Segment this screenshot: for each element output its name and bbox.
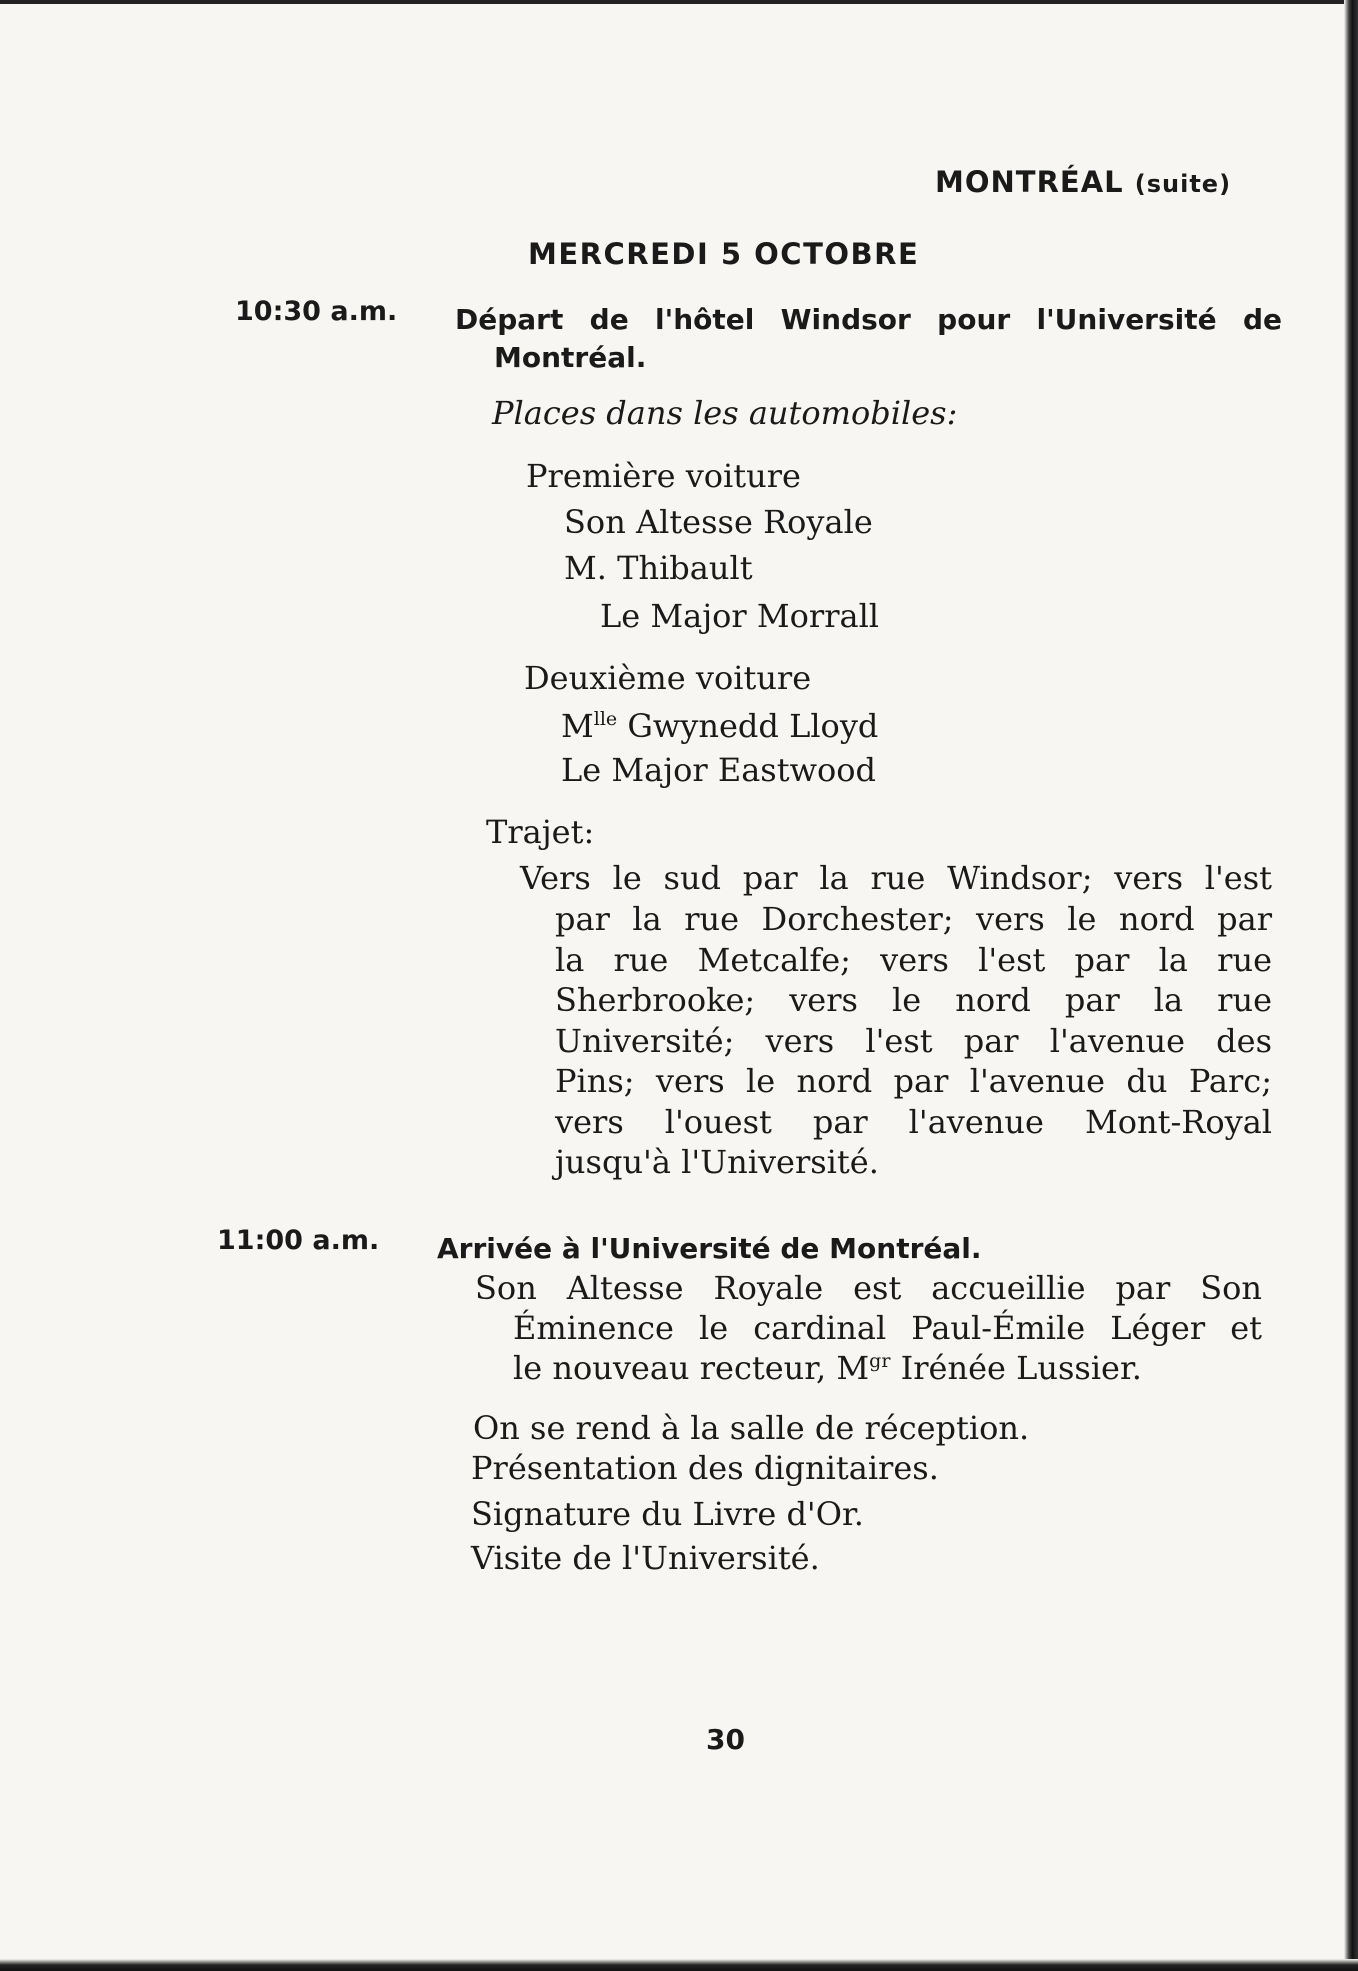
entry-title: Départ de l'hôtel Windsor pour l'Université de xyxy=(455,303,1282,336)
entry-title-continued: Montréal. xyxy=(494,341,647,374)
page-edge-bottom xyxy=(0,1959,1358,1971)
passenger: $M^{lle}$ Gwynedd Lloyd xyxy=(561,707,879,745)
route-line: vers l'ouest par l'avenue Mont-Royal xyxy=(555,1102,1272,1141)
route-paragraph-rest xyxy=(555,899,1272,1183)
entry-title: Arrivée à l'Université de Montréal. xyxy=(437,1232,982,1265)
route-line: Université; vers l'est par l'avenue des xyxy=(555,1021,1272,1060)
running-title: MONTRÉAL (suite) xyxy=(935,165,1232,199)
passenger: M. Thibault xyxy=(564,549,753,587)
car-label: Deuxième voiture xyxy=(524,659,812,697)
passenger: Le Major Eastwood xyxy=(561,751,876,789)
route-line: la rue Metcalfe; vers l'est par la rue xyxy=(555,940,1272,979)
passenger: Son Altesse Royale xyxy=(564,503,873,541)
page-number: 30 xyxy=(706,1723,745,1756)
route-line: par la rue Dorchester; vers le nord par xyxy=(555,900,1272,938)
welcome-continued: Éminence le cardinal Paul-Émile Léger et xyxy=(513,1309,1262,1347)
entry-time: 10:30 a.m. xyxy=(235,296,398,327)
route-paragraph xyxy=(520,858,1272,899)
agenda-step: Signature du Livre d'Or. xyxy=(471,1495,864,1533)
date-heading: MERCREDI 5 OCTOBRE xyxy=(528,237,920,271)
places-label: Places dans les automobiles: xyxy=(492,394,958,432)
route-line: jusqu'à l'Université. xyxy=(555,1143,879,1181)
route-line: Sherbrooke; vers le nord par la rue xyxy=(555,981,1272,1019)
agenda-step: Présentation des dignitaires. xyxy=(471,1449,939,1487)
agenda-step: Visite de l'Université. xyxy=(471,1539,820,1577)
entry-time: 11:00 a.m. xyxy=(217,1225,380,1256)
page-edge-binding xyxy=(1344,0,1358,1971)
agenda-step: On se rend à la salle de réception. xyxy=(473,1409,1030,1447)
route-line: Pins; vers le nord par l'avenue du Parc; xyxy=(555,1062,1272,1100)
welcome-line: Son Altesse Royale est accueillie par Son xyxy=(475,1269,1262,1307)
passenger: Le Major Morrall xyxy=(600,597,880,635)
welcome-line-3: le nouveau recteur, $M^{gr}$ Irénée Lussier. xyxy=(513,1349,1142,1387)
car-label: Première voiture xyxy=(526,457,801,495)
route-label: Trajet: xyxy=(486,813,595,851)
route-line: Vers le sud par la rue Windsor; vers l'est xyxy=(520,859,1272,897)
page-edge-top xyxy=(0,0,1358,4)
